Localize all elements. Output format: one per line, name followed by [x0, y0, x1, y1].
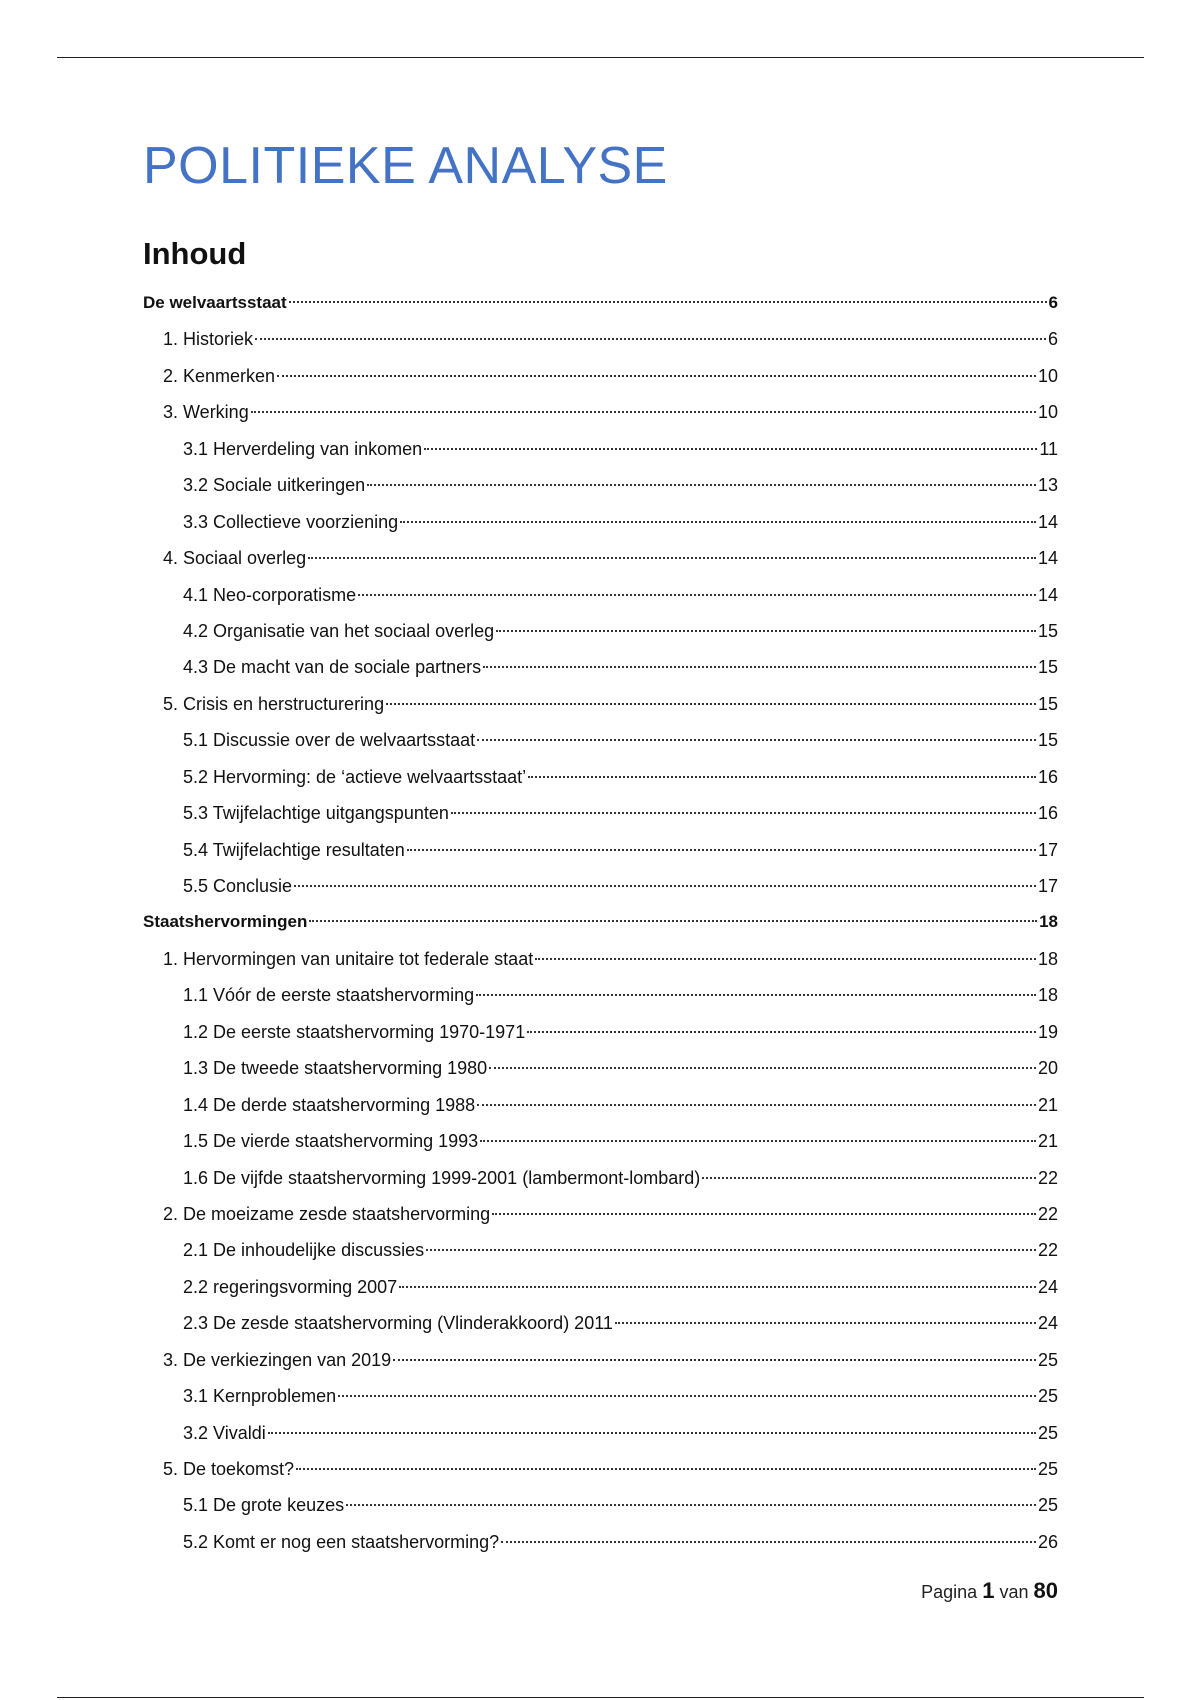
- toc-entry-label: Staatshervormingen: [143, 912, 308, 932]
- toc-entry-label: De welvaartsstaat: [143, 293, 287, 312]
- toc-entry[interactable]: [143, 431, 1058, 467]
- toc-dot-leader: [386, 703, 1036, 705]
- toc-entry-label: 3.2 Vivaldi: [183, 1422, 266, 1443]
- toc-entry-page: 20: [1037, 1058, 1058, 1079]
- toc-entry-label: 3.3 Collectieve voorziening: [183, 511, 399, 532]
- toc-entry-label: 5.5 Conclusie: [183, 876, 293, 896]
- toc-entry-page: 24: [1037, 1276, 1058, 1297]
- total-pages: 80: [1033, 1578, 1058, 1603]
- toc-entry[interactable]: [143, 1524, 1058, 1560]
- toc-entry[interactable]: [143, 1378, 1058, 1414]
- toc-entry-label: 5. Crisis en herstructurering: [163, 693, 385, 714]
- toc-entry[interactable]: [143, 904, 1058, 940]
- toc-dot-leader: [501, 1541, 1036, 1543]
- toc-entry-page: 6: [1047, 329, 1058, 350]
- toc-entry-page: 18: [1037, 948, 1058, 969]
- toc-entry-label: 4.3 De macht van de sociale partners: [183, 657, 482, 678]
- toc-entry[interactable]: [143, 795, 1058, 831]
- toc-entry-page: 25: [1037, 1459, 1058, 1479]
- toc-entry-page: 24: [1037, 1313, 1058, 1334]
- toc-dot-leader: [338, 1395, 1036, 1397]
- toc-entry-page: 26: [1037, 1531, 1058, 1552]
- toc-entry[interactable]: [143, 1050, 1058, 1086]
- toc-entry-page: 6: [1048, 293, 1058, 312]
- toc-entry[interactable]: [143, 1014, 1058, 1050]
- toc-entry-label: 1. Hervormingen van unitaire tot federale staat: [163, 948, 534, 969]
- footer-rule: [57, 1697, 1144, 1698]
- toc-entry-page: 25: [1037, 1422, 1058, 1443]
- toc-entry-page: 18: [1039, 912, 1058, 932]
- toc-dot-leader: [483, 666, 1036, 668]
- toc-entry-label: 5.2 Komt er nog een staatshervorming?: [183, 1531, 500, 1552]
- document-title: POLITIEKE ANALYSE: [143, 137, 668, 195]
- toc-entry[interactable]: [143, 686, 1058, 722]
- toc-entry-page: 21: [1037, 1094, 1058, 1115]
- toc-dot-leader: [527, 1031, 1036, 1033]
- toc-dot-leader: [296, 1468, 1036, 1470]
- toc-entry[interactable]: [143, 1087, 1058, 1123]
- toc-entry-page: 16: [1037, 766, 1058, 787]
- toc-entry-page: 11: [1039, 438, 1058, 459]
- toc-entry-label: 1.6 De vijfde staatshervorming 1999-2001 (lambermont-lombard): [183, 1167, 701, 1188]
- toc-entry-label: 3.2 Sociale uitkeringen: [183, 475, 366, 496]
- toc-entry-page: 14: [1037, 548, 1058, 569]
- toc-entry[interactable]: [143, 832, 1058, 868]
- toc-dot-leader: [424, 448, 1037, 450]
- toc-entry-label: 1.3 De tweede staatshervorming 1980: [183, 1058, 488, 1079]
- toc-entry[interactable]: [143, 1196, 1058, 1232]
- toc-entry[interactable]: [143, 868, 1058, 904]
- toc-entry-page: 14: [1037, 511, 1058, 532]
- toc-entry-page: 19: [1037, 1021, 1058, 1042]
- toc-entry-page: 25: [1037, 1386, 1058, 1407]
- toc-entry-label: 1.2 De eerste staatshervorming 1970-1971: [183, 1021, 526, 1042]
- toc-entry-page: 21: [1037, 1131, 1058, 1152]
- toc-entry[interactable]: [143, 613, 1058, 649]
- footer-separator: van: [999, 1582, 1029, 1602]
- page-footer: [921, 1578, 1058, 1604]
- toc-entry-page: 16: [1037, 803, 1058, 824]
- toc-dot-leader: [268, 1432, 1036, 1434]
- footer-prefix: Pagina: [921, 1582, 978, 1602]
- toc-dot-leader: [277, 375, 1036, 377]
- toc-entry-label: 2.3 De zesde staatshervorming (Vlinderakkoord) 2011: [183, 1313, 613, 1334]
- toc-entry[interactable]: [143, 1451, 1058, 1487]
- toc-entry-page: 25: [1037, 1349, 1058, 1370]
- toc-dot-leader: [399, 1286, 1036, 1288]
- toc-dot-leader: [346, 1504, 1036, 1506]
- toc-entry-page: 15: [1037, 693, 1058, 714]
- toc-entry-label: 1.5 De vierde staatshervorming 1993: [183, 1131, 479, 1152]
- toc-entry[interactable]: [143, 649, 1058, 685]
- toc-entry-label: 5.4 Twijfelachtige resultaten: [183, 839, 405, 860]
- toc-entry-page: 17: [1037, 839, 1058, 860]
- table-of-contents: [143, 285, 1058, 1560]
- toc-entry-page: 22: [1037, 1240, 1058, 1261]
- toc-entry-page: 22: [1037, 1203, 1058, 1224]
- toc-dot-leader: [489, 1067, 1036, 1069]
- toc-entry-label: 3.1 Herverdeling van inkomen: [183, 438, 423, 459]
- toc-entry-label: 2.2 regeringsvorming 2007: [183, 1276, 398, 1297]
- toc-entry-label: 1.1 Vóór de eerste staatshervorming: [183, 985, 475, 1006]
- toc-entry-page: 15: [1037, 730, 1058, 751]
- toc-entry[interactable]: [143, 504, 1058, 540]
- toc-entry-label: 5.3 Twijfelachtige uitgangspunten: [183, 803, 449, 824]
- toc-dot-leader: [407, 849, 1036, 851]
- toc-dot-leader: [309, 920, 1037, 922]
- toc-dot-leader: [251, 411, 1036, 413]
- toc-entry[interactable]: [143, 977, 1058, 1013]
- toc-entry[interactable]: [143, 1232, 1058, 1268]
- toc-entry[interactable]: [143, 358, 1058, 394]
- toc-entry-page: 18: [1037, 985, 1058, 1006]
- toc-entry-label: 5.1 Discussie over de welvaartsstaat: [183, 730, 476, 751]
- toc-dot-leader: [308, 557, 1036, 559]
- toc-dot-leader: [702, 1177, 1036, 1179]
- toc-entry[interactable]: [143, 285, 1058, 321]
- toc-entry[interactable]: [143, 1415, 1058, 1451]
- toc-entry[interactable]: [143, 1123, 1058, 1159]
- toc-dot-leader: [476, 994, 1036, 996]
- toc-entry-label: 3. De verkiezingen van 2019: [163, 1349, 392, 1370]
- toc-entry[interactable]: [143, 759, 1058, 795]
- toc-entry-label: 1. Historiek: [163, 329, 254, 350]
- toc-entry-label: 1.4 De derde staatshervorming 1988: [183, 1094, 476, 1115]
- toc-entry-label: 3. Werking: [163, 402, 249, 423]
- toc-dot-leader: [255, 338, 1046, 340]
- toc-dot-leader: [492, 1213, 1036, 1215]
- toc-entry-label: 5. De toekomst?: [163, 1459, 295, 1479]
- toc-dot-leader: [367, 484, 1036, 486]
- toc-entry[interactable]: [143, 722, 1058, 758]
- toc-dot-leader: [294, 885, 1036, 887]
- toc-entry[interactable]: [143, 1305, 1058, 1341]
- toc-entry-page: 22: [1037, 1167, 1058, 1188]
- toc-entry-label: 2. De moeizame zesde staatshervorming: [163, 1203, 491, 1224]
- header-rule: [57, 57, 1144, 58]
- toc-dot-leader: [528, 776, 1036, 778]
- toc-entry-label: 3.1 Kernproblemen: [183, 1386, 337, 1407]
- toc-entry[interactable]: [143, 394, 1058, 430]
- toc-dot-leader: [289, 301, 1047, 303]
- toc-dot-leader: [451, 812, 1036, 814]
- toc-dot-leader: [426, 1249, 1036, 1251]
- toc-entry[interactable]: [143, 321, 1058, 357]
- toc-entry-page: 17: [1037, 876, 1058, 896]
- toc-dot-leader: [480, 1140, 1036, 1142]
- current-page-number: 1: [982, 1578, 995, 1603]
- toc-dot-leader: [477, 739, 1036, 741]
- toc-dot-leader: [400, 521, 1036, 523]
- toc-dot-leader: [615, 1322, 1036, 1324]
- toc-entry-label: 5.2 Hervorming: de ‘actieve welvaartsstaat’: [183, 766, 527, 787]
- toc-dot-leader: [358, 594, 1036, 596]
- toc-entry-label: 2. Kenmerken: [163, 365, 276, 386]
- toc-entry[interactable]: [143, 1269, 1058, 1305]
- toc-entry-label: 4. Sociaal overleg: [163, 548, 307, 569]
- toc-entry-page: 15: [1037, 657, 1058, 678]
- toc-entry-page: 10: [1037, 402, 1058, 423]
- toc-entry[interactable]: [143, 941, 1058, 977]
- toc-entry-page: 14: [1037, 584, 1058, 605]
- toc-entry[interactable]: [143, 1342, 1058, 1378]
- toc-dot-leader: [535, 958, 1036, 960]
- toc-entry[interactable]: [143, 1160, 1058, 1196]
- toc-entry[interactable]: [143, 577, 1058, 613]
- toc-dot-leader: [393, 1359, 1036, 1361]
- toc-dot-leader: [477, 1104, 1036, 1106]
- toc-entry-label: 4.2 Organisatie van het sociaal overleg: [183, 620, 495, 641]
- toc-entry-page: 15: [1037, 620, 1058, 641]
- toc-entry[interactable]: [143, 540, 1058, 576]
- toc-entry[interactable]: [143, 467, 1058, 503]
- toc-heading: Inhoud: [143, 236, 247, 271]
- toc-entry[interactable]: [143, 1487, 1058, 1523]
- toc-entry-label: 2.1 De inhoudelijke discussies: [183, 1240, 425, 1261]
- toc-entry-page: 13: [1037, 475, 1058, 496]
- toc-entry-page: 10: [1037, 365, 1058, 386]
- toc-entry-label: 5.1 De grote keuzes: [183, 1495, 345, 1516]
- toc-dot-leader: [496, 630, 1036, 632]
- toc-entry-label: 4.1 Neo-corporatisme: [183, 584, 357, 605]
- toc-entry-page: 25: [1037, 1495, 1058, 1516]
